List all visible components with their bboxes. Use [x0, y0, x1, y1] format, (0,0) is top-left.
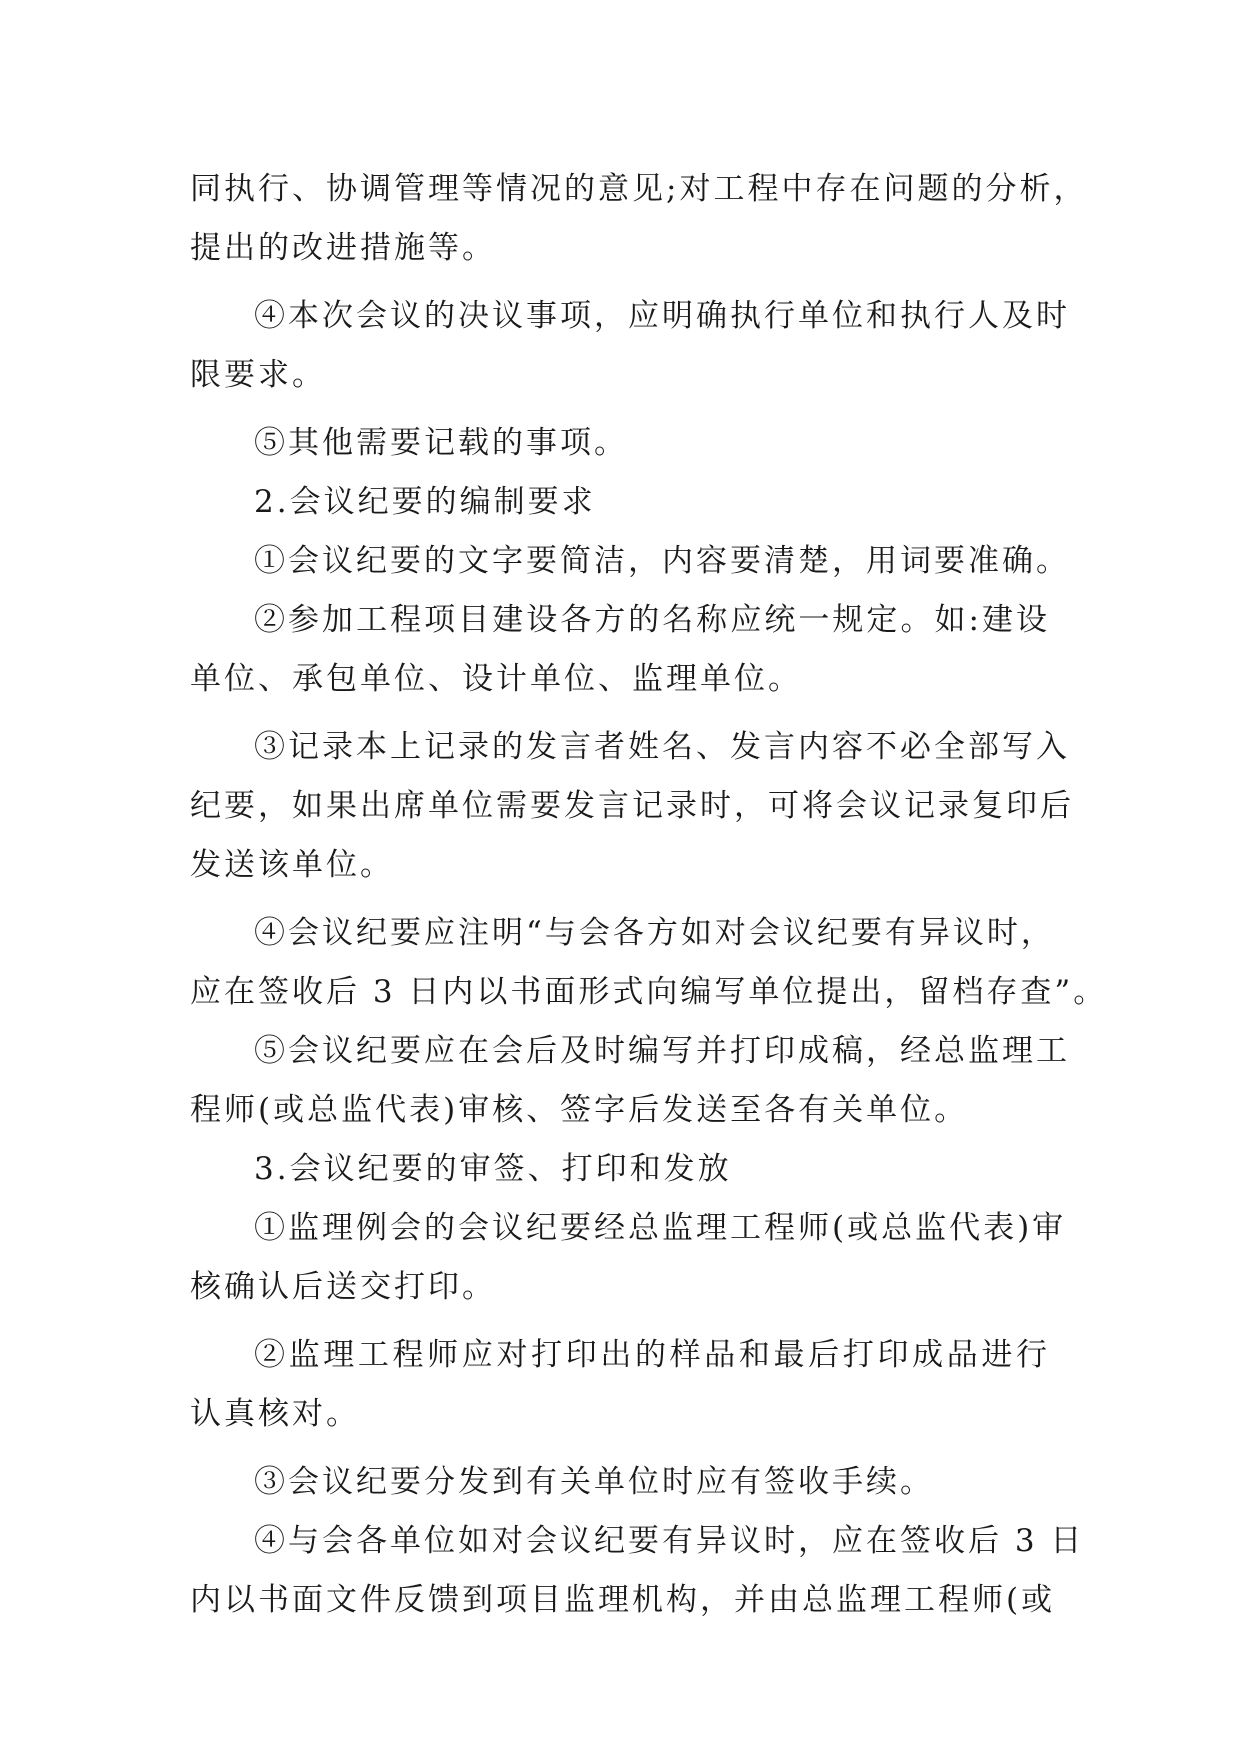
list-item-line: ④会议纪要应注明“与会各方如对会议纪要有异议时， [254, 915, 1055, 951]
list-item-line: ①监理例会的会议纪要经总监理工程师(或总监代表)审 [254, 1210, 1067, 1246]
section-heading: 3.会议纪要的审签、打印和发放 [254, 1151, 732, 1187]
body-line: 程师(或总监代表)审核、签字后发送至各有关单位。 [190, 1092, 969, 1128]
list-item-line: ②参加工程项目建设各方的名称应统一规定。如:建设 [254, 602, 1050, 638]
body-line: 应在签收后 3 日内以书面形式向编写单位提出，留档存查”。 [190, 974, 1108, 1010]
list-item-line: ④与会各单位如对会议纪要有异议时，应在签收后 3 日 [254, 1523, 1085, 1559]
body-line: 发送该单位。 [190, 847, 394, 883]
list-item-line: ③记录本上记录的发言者姓名、发言内容不必全部写入 [254, 729, 1070, 765]
body-line: 提出的改进措施等。 [190, 230, 496, 266]
body-line: 内以书面文件反馈到项目监理机构，并由总监理工程师(或 [190, 1582, 1056, 1618]
list-item-line: ①会议纪要的文字要简洁，内容要清楚，用词要准确。 [254, 543, 1070, 579]
body-line: 单位、承包单位、设计单位、监理单位。 [190, 661, 802, 697]
list-item-line: ②监理工程师应对打印出的样品和最后打印成品进行 [254, 1337, 1050, 1373]
section-heading: 2.会议纪要的编制要求 [254, 484, 596, 520]
list-item-line: ④本次会议的决议事项，应明确执行单位和执行人及时 [254, 298, 1070, 334]
list-item-line: ⑤其他需要记载的事项。 [254, 425, 628, 461]
document-body [190, 160, 1108, 1630]
body-line: 认真核对。 [190, 1396, 360, 1432]
body-line: 限要求。 [190, 357, 326, 393]
list-item-line: ⑤会议纪要应在会后及时编写并打印成稿，经总监理工 [254, 1033, 1070, 1069]
list-item-line: ③会议纪要分发到有关单位时应有签收手续。 [254, 1464, 934, 1500]
body-line: 同执行、协调管理等情况的意见;对工程中存在问题的分析， [190, 171, 1088, 207]
body-line: 核确认后送交打印。 [190, 1269, 496, 1305]
body-line: 纪要，如果出席单位需要发言记录时，可将会议记录复印后 [190, 788, 1074, 824]
